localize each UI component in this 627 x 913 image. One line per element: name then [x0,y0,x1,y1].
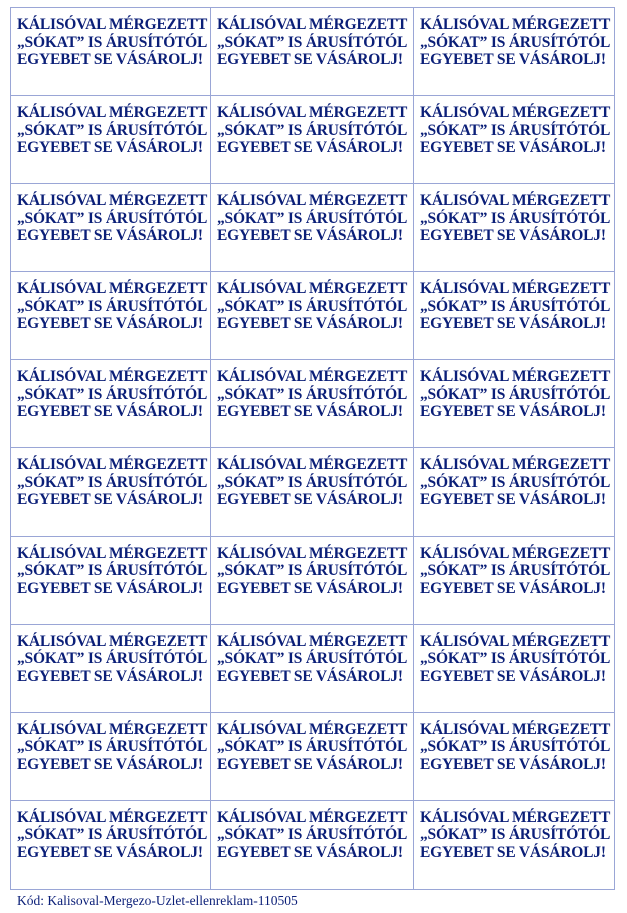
label-line1: KÁLISÓVAL MÉRGEZETT [420,280,611,298]
label-line2: „SÓKAT” IS ÁRUSÍTÓTÓL [420,826,611,844]
label-line1: KÁLISÓVAL MÉRGEZETT [217,456,408,474]
label-line3: EGYEBET SE VÁSÁROLJ! [17,403,203,421]
label-line3: EGYEBET SE VÁSÁROLJ! [420,667,606,685]
label-line3: EGYEBET SE VÁSÁROLJ! [17,579,203,597]
label-cell [414,8,614,96]
label-line2: „SÓKAT” IS ÁRUSÍTÓTÓL [420,562,611,580]
label-cell [211,8,414,96]
label-text [217,368,413,421]
label-text [217,633,413,686]
label-line1: KÁLISÓVAL MÉRGEZETT [420,544,611,562]
label-text [217,545,413,598]
label-line1: KÁLISÓVAL MÉRGEZETT [17,456,208,474]
label-cell [11,360,211,448]
label-line2: „SÓKAT” IS ÁRUSÍTÓTÓL [420,385,611,403]
label-line2: „SÓKAT” IS ÁRUSÍTÓTÓL [217,826,408,844]
label-line2: „SÓKAT” IS ÁRUSÍTÓTÓL [420,473,611,491]
label-line1: KÁLISÓVAL MÉRGEZETT [420,104,611,122]
label-line2: „SÓKAT” IS ÁRUSÍTÓTÓL [17,121,208,139]
label-line1: KÁLISÓVAL MÉRGEZETT [420,192,611,210]
label-line1: KÁLISÓVAL MÉRGEZETT [420,368,611,386]
label-cell [11,96,211,184]
label-line3: EGYEBET SE VÁSÁROLJ! [217,579,403,597]
label-cell [414,537,614,625]
label-cell [414,96,614,184]
label-text [17,280,210,333]
label-text [17,633,210,686]
label-line2: „SÓKAT” IS ÁRUSÍTÓTÓL [420,33,611,51]
label-line2: „SÓKAT” IS ÁRUSÍTÓTÓL [217,473,408,491]
label-line3: EGYEBET SE VÁSÁROLJ! [420,139,606,157]
label-line2: „SÓKAT” IS ÁRUSÍTÓTÓL [217,738,408,756]
label-text [420,280,614,333]
label-line1: KÁLISÓVAL MÉRGEZETT [420,456,611,474]
label-cell [414,184,614,272]
label-line1: KÁLISÓVAL MÉRGEZETT [17,632,208,650]
label-cell [211,801,414,889]
label-line1: KÁLISÓVAL MÉRGEZETT [17,192,208,210]
label-text [17,721,210,774]
label-text [217,809,413,862]
label-cell [211,96,414,184]
label-text [217,456,413,509]
label-text [217,280,413,333]
label-text [420,456,614,509]
label-line1: KÁLISÓVAL MÉRGEZETT [420,720,611,738]
label-line3: EGYEBET SE VÁSÁROLJ! [217,139,403,157]
label-cell [11,801,211,889]
label-line2: „SÓKAT” IS ÁRUSÍTÓTÓL [17,385,208,403]
label-line3: EGYEBET SE VÁSÁROLJ! [217,755,403,773]
label-text [420,192,614,245]
label-line3: EGYEBET SE VÁSÁROLJ! [217,315,403,333]
label-grid [11,8,614,889]
label-text [217,104,413,157]
label-line3: EGYEBET SE VÁSÁROLJ! [17,667,203,685]
label-line3: EGYEBET SE VÁSÁROLJ! [420,51,606,68]
label-line1: KÁLISÓVAL MÉRGEZETT [17,368,208,386]
label-cell [414,272,614,360]
label-text [17,16,210,69]
label-line2: „SÓKAT” IS ÁRUSÍTÓTÓL [17,826,208,844]
label-cell [11,272,211,360]
label-text [420,721,614,774]
label-text [17,104,210,157]
label-line3: EGYEBET SE VÁSÁROLJ! [17,51,203,68]
label-line2: „SÓKAT” IS ÁRUSÍTÓTÓL [420,297,611,315]
label-cell [11,625,211,713]
label-line3: EGYEBET SE VÁSÁROLJ! [420,491,606,509]
label-line3: EGYEBET SE VÁSÁROLJ! [17,227,203,245]
label-cell [11,537,211,625]
label-cell [11,184,211,272]
label-line2: „SÓKAT” IS ÁRUSÍTÓTÓL [17,562,208,580]
label-line3: EGYEBET SE VÁSÁROLJ! [17,315,203,333]
label-line2: „SÓKAT” IS ÁRUSÍTÓTÓL [420,121,611,139]
label-line2: „SÓKAT” IS ÁRUSÍTÓTÓL [217,297,408,315]
label-cell [211,272,414,360]
label-line3: EGYEBET SE VÁSÁROLJ! [217,843,403,861]
label-line3: EGYEBET SE VÁSÁROLJ! [217,227,403,245]
label-line1: KÁLISÓVAL MÉRGEZETT [420,808,611,826]
label-text [217,192,413,245]
label-line2: „SÓKAT” IS ÁRUSÍTÓTÓL [17,33,208,51]
label-text [420,16,614,69]
label-line1: KÁLISÓVAL MÉRGEZETT [217,192,408,210]
label-line3: EGYEBET SE VÁSÁROLJ! [217,491,403,509]
label-text [17,456,210,509]
label-line3: EGYEBET SE VÁSÁROLJ! [17,491,203,509]
label-cell [211,537,414,625]
label-line1: KÁLISÓVAL MÉRGEZETT [217,632,408,650]
label-line1: KÁLISÓVAL MÉRGEZETT [217,720,408,738]
label-text [420,368,614,421]
label-line1: KÁLISÓVAL MÉRGEZETT [217,16,408,33]
label-sheet [10,7,615,890]
label-line1: KÁLISÓVAL MÉRGEZETT [217,544,408,562]
label-line2: „SÓKAT” IS ÁRUSÍTÓTÓL [217,121,408,139]
label-line2: „SÓKAT” IS ÁRUSÍTÓTÓL [217,33,408,51]
label-line3: EGYEBET SE VÁSÁROLJ! [420,579,606,597]
label-line2: „SÓKAT” IS ÁRUSÍTÓTÓL [17,738,208,756]
label-line2: „SÓKAT” IS ÁRUSÍTÓTÓL [17,650,208,668]
label-cell [211,713,414,801]
label-line3: EGYEBET SE VÁSÁROLJ! [420,403,606,421]
label-text [17,545,210,598]
label-cell [211,625,414,713]
label-cell [211,448,414,536]
label-line2: „SÓKAT” IS ÁRUSÍTÓTÓL [217,562,408,580]
label-text [17,368,210,421]
label-cell [414,360,614,448]
label-line2: „SÓKAT” IS ÁRUSÍTÓTÓL [17,473,208,491]
document-code: Kód: Kalisoval-Mergezo-Uzlet-ellenreklam-110505 [17,893,298,908]
label-text [420,809,614,862]
label-cell [11,8,211,96]
label-line2: „SÓKAT” IS ÁRUSÍTÓTÓL [217,209,408,227]
label-text [17,809,210,862]
label-cell [11,448,211,536]
label-line2: „SÓKAT” IS ÁRUSÍTÓTÓL [420,738,611,756]
label-line1: KÁLISÓVAL MÉRGEZETT [217,368,408,386]
label-line2: „SÓKAT” IS ÁRUSÍTÓTÓL [17,297,208,315]
label-line2: „SÓKAT” IS ÁRUSÍTÓTÓL [420,650,611,668]
label-text [217,721,413,774]
label-line1: KÁLISÓVAL MÉRGEZETT [17,544,208,562]
label-line3: EGYEBET SE VÁSÁROLJ! [420,755,606,773]
label-cell [414,713,614,801]
label-line2: „SÓKAT” IS ÁRUSÍTÓTÓL [420,209,611,227]
label-line3: EGYEBET SE VÁSÁROLJ! [17,755,203,773]
label-text [17,192,210,245]
label-line3: EGYEBET SE VÁSÁROLJ! [420,227,606,245]
label-line2: „SÓKAT” IS ÁRUSÍTÓTÓL [217,650,408,668]
label-line1: KÁLISÓVAL MÉRGEZETT [17,104,208,122]
label-line1: KÁLISÓVAL MÉRGEZETT [420,16,611,33]
label-cell [211,360,414,448]
label-cell [414,625,614,713]
label-line3: EGYEBET SE VÁSÁROLJ! [17,843,203,861]
label-line2: „SÓKAT” IS ÁRUSÍTÓTÓL [217,385,408,403]
label-line1: KÁLISÓVAL MÉRGEZETT [17,16,208,33]
label-line3: EGYEBET SE VÁSÁROLJ! [420,315,606,333]
label-line3: EGYEBET SE VÁSÁROLJ! [17,139,203,157]
label-line3: EGYEBET SE VÁSÁROLJ! [217,667,403,685]
label-text [420,104,614,157]
label-line1: KÁLISÓVAL MÉRGEZETT [17,280,208,298]
label-cell [211,184,414,272]
label-line3: EGYEBET SE VÁSÁROLJ! [217,403,403,421]
label-line2: „SÓKAT” IS ÁRUSÍTÓTÓL [17,209,208,227]
label-line1: KÁLISÓVAL MÉRGEZETT [17,720,208,738]
label-line1: KÁLISÓVAL MÉRGEZETT [17,808,208,826]
label-cell [414,448,614,536]
label-line3: EGYEBET SE VÁSÁROLJ! [420,843,606,861]
label-line1: KÁLISÓVAL MÉRGEZETT [217,808,408,826]
label-line1: KÁLISÓVAL MÉRGEZETT [420,632,611,650]
label-cell [414,801,614,889]
label-line1: KÁLISÓVAL MÉRGEZETT [217,280,408,298]
label-cell [11,713,211,801]
label-text [217,16,413,69]
label-line3: EGYEBET SE VÁSÁROLJ! [217,51,403,68]
label-text [420,545,614,598]
label-text [420,633,614,686]
label-line1: KÁLISÓVAL MÉRGEZETT [217,104,408,122]
